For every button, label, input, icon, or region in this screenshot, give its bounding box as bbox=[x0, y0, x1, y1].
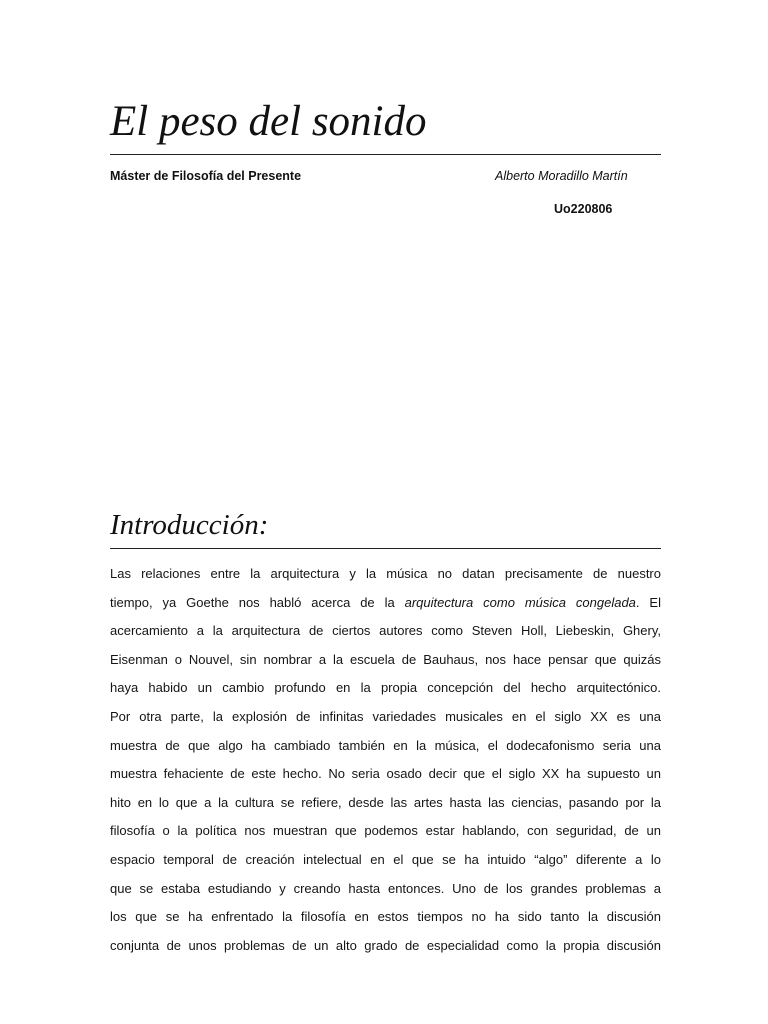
paragraph-line: haya habido un cambio profundo en la propia concepción del hecho arquitectónico. bbox=[110, 680, 661, 696]
introduction-heading: Introducción: bbox=[110, 509, 269, 541]
italic-quote: arquitectura como música congelada bbox=[404, 594, 636, 610]
paragraph-line: Eisenman o Nouvel, sin nombrar a la escuela de Bauhaus, nos hace pensar que quizás bbox=[110, 651, 661, 667]
line-text: . El bbox=[635, 594, 661, 610]
paragraph-line: Por otra parte, la explosión de infinitas variedades musicales en el siglo XX es una bbox=[110, 708, 661, 724]
paragraph-line: los que se ha enfrentado la filosofía en estos tiempos no ha sido tanto la discusión bbox=[110, 909, 661, 925]
student-id: Uo220806 bbox=[554, 202, 613, 216]
paragraph-line: conjunta de unos problemas de un alto grado de especialidad como la propia discusión bbox=[110, 937, 661, 953]
paragraph-line bbox=[110, 589, 661, 618]
paragraph-line: Las relaciones entre la arquitectura y la música no datan precisamente de nuestro bbox=[110, 566, 661, 581]
introduction-paragraph bbox=[110, 560, 661, 960]
line-text: tiempo, ya Goethe nos habló acerca de la bbox=[110, 594, 405, 610]
author-name: Alberto Moradillo Martín bbox=[495, 169, 628, 183]
paragraph-line: que se estaba estudiando y creando hasta entonces. Uno de los grandes problemas a bbox=[110, 880, 661, 896]
title-divider bbox=[110, 154, 661, 155]
paragraph-line: acercamiento a la arquitectura de ciertos autores como Steven Holl, Liebeskin, Ghery, bbox=[110, 623, 661, 639]
paragraph-line: espacio temporal de creación intelectual en el que se ha intuido “algo” diferente a lo bbox=[110, 851, 661, 867]
introduction-divider bbox=[110, 548, 661, 549]
paragraph-line: filosofía o la política nos muestran que podemos estar hablando, con seguridad, de un bbox=[110, 823, 661, 839]
document-title: El peso del sonido bbox=[110, 98, 427, 145]
document-meta bbox=[110, 169, 661, 187]
program-name: Máster de Filosofía del Presente bbox=[110, 169, 302, 183]
paragraph-line: hito en lo que a la cultura se refiere, desde las artes hasta las ciencias, pasando por la bbox=[110, 794, 661, 810]
paragraph-line: muestra de que algo ha cambiado también en la música, el dodecafonismo seria una bbox=[110, 737, 661, 753]
paragraph-line: muestra fehaciente de este hecho. No seria osado decir que el siglo XX ha supuesto un bbox=[110, 766, 661, 782]
